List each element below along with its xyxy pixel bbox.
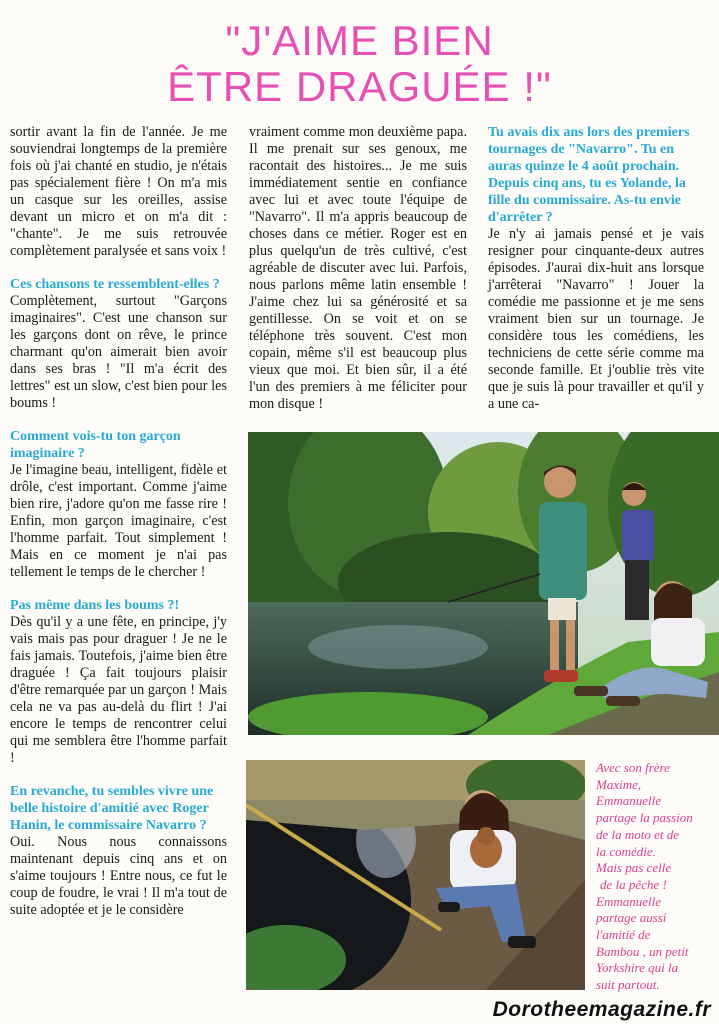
caption-line: partage la passion bbox=[596, 810, 693, 826]
question-heading: Tu avais dix ans lors des premiers tournages de "Navarro". Tu en auras quinze le 4 août prochain. Depuis cinq ans, tu es Yolande, la fille du commissaire. As-tu envie d'arrêter ? bbox=[488, 125, 690, 225]
girl-dog-illustration bbox=[246, 760, 585, 990]
photo-river-fishing bbox=[248, 432, 719, 735]
paragraph: sortir avant la fin de l'année. Je me souviendrai longtemps de la première fois où j'ai chanté en studio, je n'étais pas spécialement fière ! On m'a mis un casque sur les oreilles, assise devant un micro et on m'a dit : "chante". Je me suis retrouvée complètement paralysée et sans voix ! bbox=[10, 124, 227, 259]
caption-line: de la moto et de bbox=[596, 826, 680, 842]
caption-line: de la pêche ! bbox=[600, 876, 667, 892]
caption-line: Emmanuelle bbox=[596, 893, 661, 909]
question-heading: Ces chansons te ressemblent-elles ? bbox=[10, 277, 220, 292]
caption-line: Maxime, bbox=[596, 776, 642, 792]
caption-line: Mais pas celle bbox=[596, 860, 672, 876]
title-line-1: "J'AIME BIEN bbox=[225, 17, 494, 64]
question-heading: En revanche, tu sembles vivre une belle histoire d'amitié avec Roger Hanin, le commissaire Navarro ? bbox=[10, 784, 214, 833]
river-scene-illustration bbox=[248, 432, 719, 735]
photo-caption bbox=[596, 760, 716, 994]
answer-paragraph: Je n'y ai jamais pensé et je vais resigner pour cinquante-deux autres épisodes. J'aurai dix-huit ans lorsque j'arrêterai "Navarro" ! Jouer la comédie me passionne et je me sens vraiment bien sur un tournage. Je considère tous les comédiens, les techniciens de cette série comme ma seconde famille. Et j'oublie très vite que je suis là pour travailler et qu'il y a une ca- bbox=[488, 226, 704, 412]
article-title bbox=[0, 18, 719, 110]
caption-line: l'amitié de bbox=[596, 927, 651, 943]
question-heading: Comment vois-tu ton garçon imaginaire ? bbox=[10, 429, 181, 461]
answer-paragraph: Complètement, surtout "Garçons imaginaires". C'est une chanson sur les garçons dont on rêve, le prince charmant qu'on aimerait bien avoir dans ses bras ! "Il m'a écrit des lettres" est un slow, c'est bien pour les boums ! bbox=[10, 293, 227, 411]
answer-paragraph: Oui. Nous nous connaissons maintenant depuis cinq ans et on s'aime toujours ! Entre nous, ce fut le coup de foudre, le vrai ! Il m'a tout de suite adoptée et je le considère bbox=[10, 834, 227, 918]
site-watermark: Dorotheemagazine.fr bbox=[492, 998, 711, 1021]
caption-line: Yorkshire qui la bbox=[596, 960, 679, 976]
question-heading: Pas même dans les boums ?! bbox=[10, 598, 180, 613]
caption-line: partage aussi bbox=[596, 910, 667, 926]
caption-line: Bambou , un petit bbox=[596, 943, 689, 959]
caption-line: Avec son frère bbox=[596, 760, 670, 775]
caption-line: la comédie. bbox=[596, 843, 656, 859]
caption-line: Emmanuelle bbox=[596, 793, 661, 809]
column-2 bbox=[249, 124, 467, 413]
column-1 bbox=[10, 124, 227, 919]
paragraph: vraiment comme mon deuxième papa. Il me prenait sur ses genoux, me racontait des histoires... Je me suis immédiatement sentie en confiance avec lui et avec toute l'équipe de "Navarro". Il m'a appris beaucoup de choses dans ce métier. Roger est en plus quelqu'un de très cultivé, c'est agréable de discuter avec lui. Parfois, nous parlons même latin ensemble ! J'aime chez lui sa générosité et sa gentillesse. On se voit et on se téléphone très souvent. C'est mon copain, même s'il est beaucoup plus vieux que moi. Et bien sûr, il a été l'un des premiers à me féliciter pour mon disque ! bbox=[249, 124, 467, 412]
photo-girl-with-dog bbox=[246, 760, 585, 990]
column-3 bbox=[488, 124, 704, 413]
answer-paragraph: Je l'imagine beau, intelligent, fidèle et drôle, c'est important. Comme j'aime bien rire, j'adore qu'on me fasse rire ! Enfin, mon garçon imaginaire, c'est l'homme parfait. Tout simplement ! Mais en ce moment je n'ai pas tellement le temps de le chercher ! bbox=[10, 462, 227, 580]
title-line-2: ÊTRE DRAGUÉE !" bbox=[167, 63, 552, 110]
caption-line: suit partout. bbox=[596, 977, 660, 993]
answer-paragraph: Dès qu'il y a une fête, en principe, j'y vais mais pas pour draguer ! Je ne le fais jamais. Toutefois, j'aime bien être draguée ! Ça fait toujours plaisir d'être remarquée par un garçon ! Mais cela ne va pas au-delà du flirt ! J'ai encore le temps de rencontrer celui qui me semblera être l'homme parfait ! bbox=[10, 614, 227, 766]
